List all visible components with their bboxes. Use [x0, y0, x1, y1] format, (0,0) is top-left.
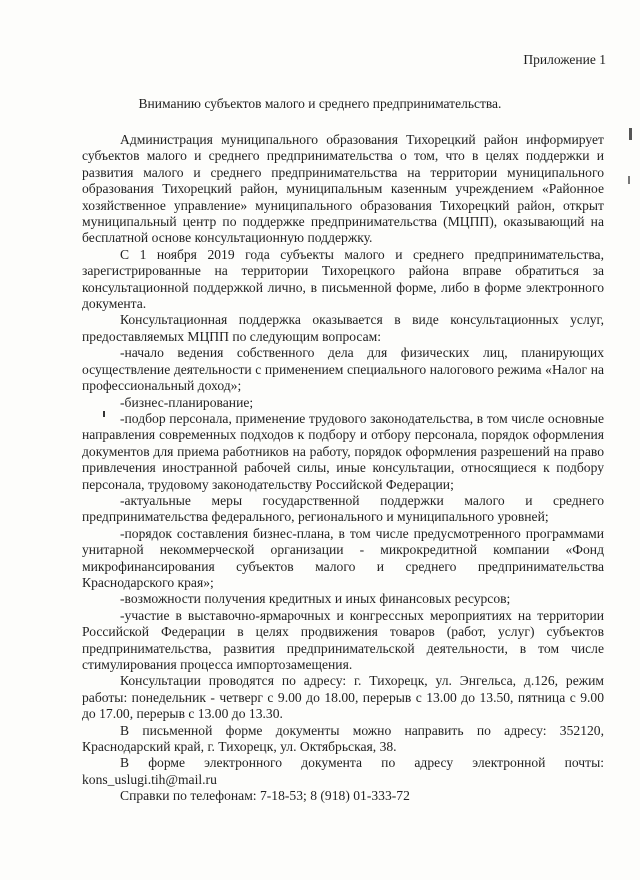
scan-mark [103, 411, 105, 417]
email-paragraph: В форме электронного документа по адресу электронной почты: kons_uslugi.tih@mail.ru [82, 755, 604, 787]
mail-address-paragraph: В письменной форме документы можно направить по адресу: 352120, Краснодарский край, г. Тихорецк, ул. Октябрьская, 38. [82, 722, 604, 755]
eligibility-paragraph: С 1 ноября 2019 года субъекты малого и среднего предпринимательства, зарегистрированные на территории Тихорецкого района вправе обратиться за консультационной поддержкой лично, в письменной форме, либо в форме электронного документа. [82, 246, 604, 312]
list-item: -актуальные меры государственной поддержки малого и среднего предпринимательства федерального, регионального и муниципального уровней; [82, 492, 604, 525]
list-item: -начало ведения собственного дела для физических лиц, планирующих осуществление деятельности с применением специального налогового режима «Налог на профессиональный доход»; [82, 345, 604, 394]
scan-mark [629, 128, 632, 140]
address-paragraph: Консультации проводятся по адресу: г. Тихорецк, ул. Энгельса, д.126, режим работы: понедельник - четверг с 9.00 до 18.00, перерыв с 13.00 до 13.50, пятница с 9.00 до 17.00, перерыв с 13.00 до 13.30. [82, 673, 604, 722]
phone-paragraph: Справки по телефонам: 7-18-53; 8 (918) 01-333-72 [120, 788, 410, 804]
appendix-label: Приложение 1 [523, 52, 606, 67]
document-heading: Вниманию субъектов малого и среднего предпринимательства. [138, 96, 502, 111]
services-intro-paragraph: Консультационная поддержка оказывается в виде консультационных услуг, предоставляемых МЦПП по следующим вопросам: [82, 312, 604, 344]
list-item: -подбор персонала, применение трудового законодательства, в том числе основные направления современных подходов к подбору и отбору персонала, порядок оформления документов для приема работников на работу, порядок оформления разрешений на право привлечения иностранной рабочей силы, иные консультации, относящиеся к подбору персонала, трудовому законодательству Российской Федерации; [82, 410, 604, 492]
scan-mark [628, 176, 630, 184]
list-item: -участие в выставочно-ярмарочных и конгрессных мероприятиях на территории Российской Федерации в целях продвижения товаров (работ, услуг) субъектов предпринимательства, развития предпринимательской деятельности, в том числе стимулирования процесса импортозамещения. [82, 607, 604, 672]
document-body [82, 132, 604, 805]
list-item: -бизнес-планирование; [120, 394, 254, 410]
intro-paragraph: Администрация муниципального образования Тихорецкий район информирует субъектов малого и среднего предпринимательства о том, что в целях поддержки и развития малого и среднего предпринимательства на территории муниципального образования Тихорецкий район, муниципальным казенным учреждением «Районное хозяйственное управление» муниципального образования Тихорецкий район, открыт муниципальный центр по поддержке предпринимательства (МЦПП), оказывающий на бесплатной основе консультационную поддержку. [82, 132, 604, 246]
list-item: -возможности получения кредитных и иных финансовых ресурсов; [120, 591, 511, 607]
list-item: -порядок составления бизнес-плана, в том числе предусмотренного программами унитарной некоммерческой организации - микрокредитной компании «Фонд микрофинансирования субъектов малого и среднего предпринимательства Краснодарского края»; [82, 525, 604, 590]
